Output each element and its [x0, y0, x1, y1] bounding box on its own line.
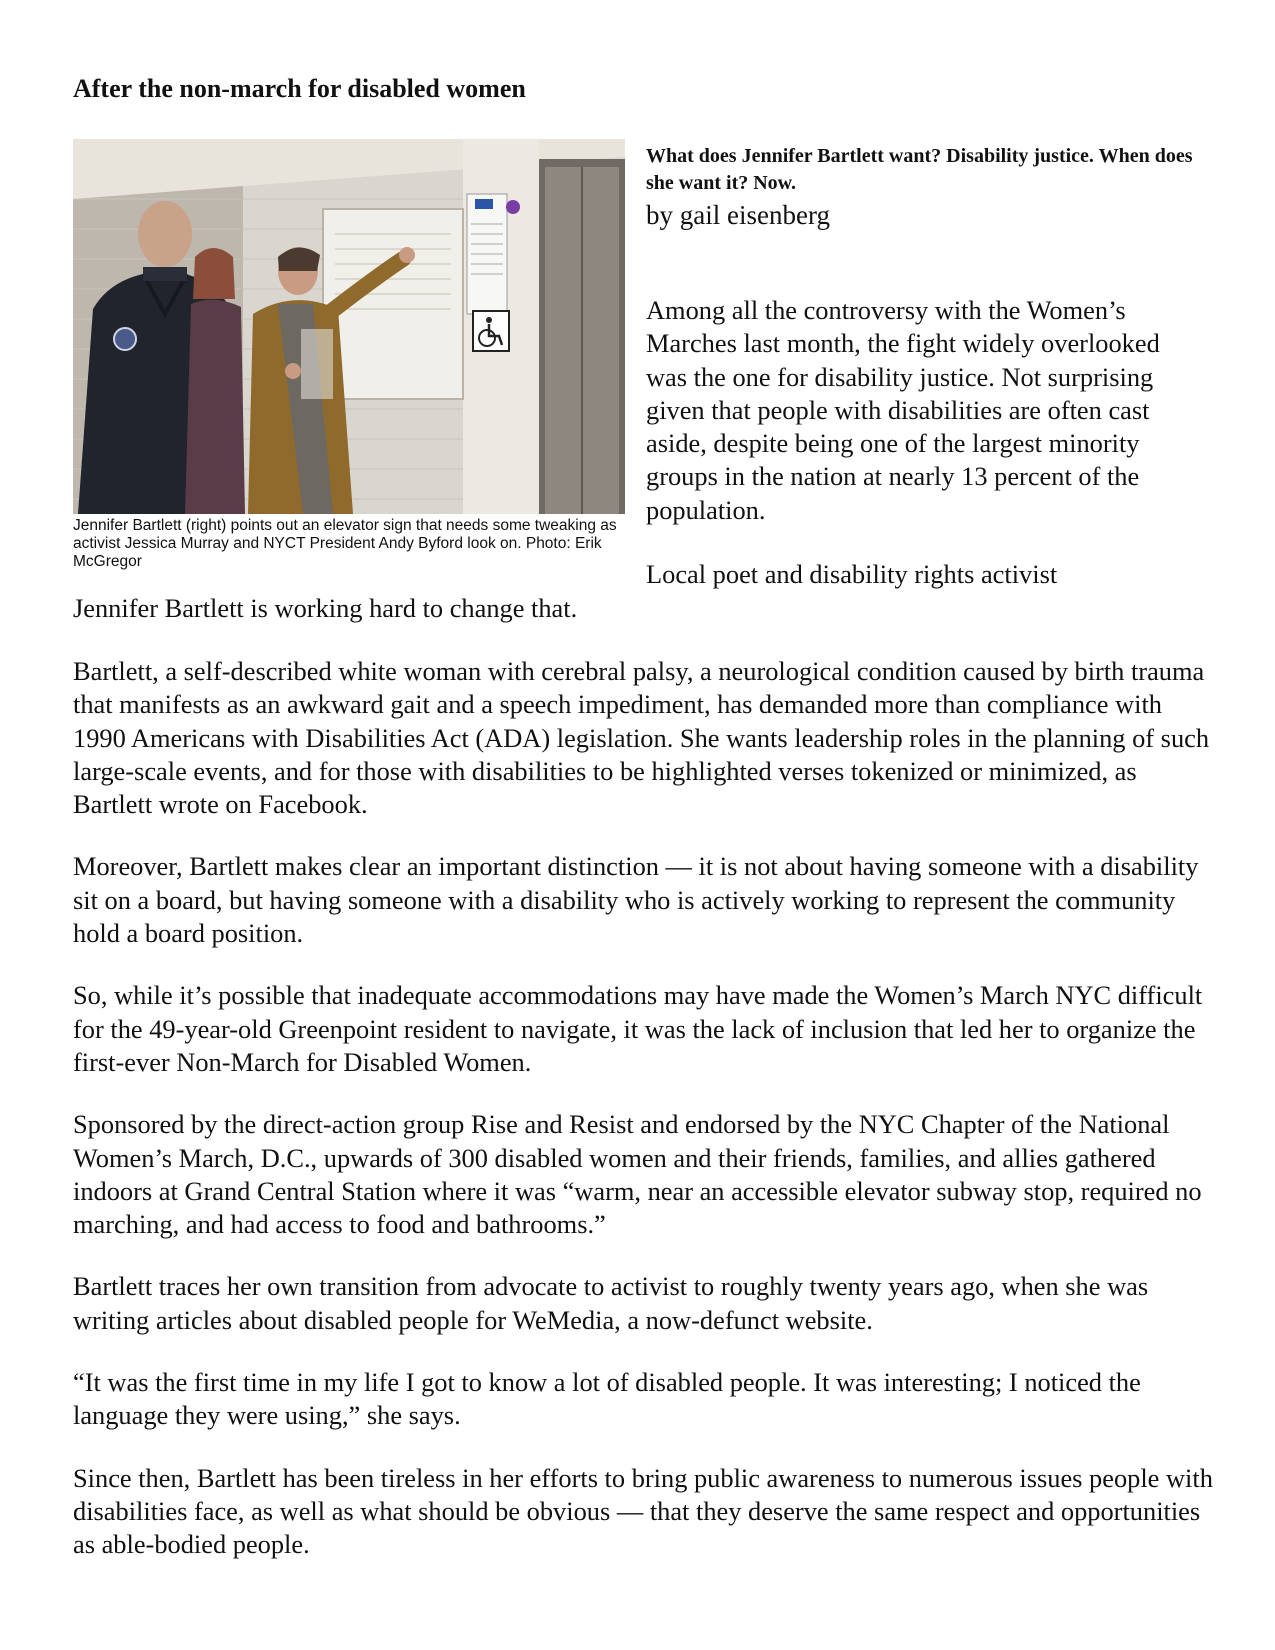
- article-photo: [73, 139, 625, 514]
- body-paragraph: Moreover, Bartlett makes clear an important distinction — it is not about having someone with a disability sit on a board, but having someone with a disability who is actively working to represent the community hold a board position.: [73, 851, 1199, 949]
- body-paragraph: So, while it’s possible that inadequate accommodations may have made the Women’s March NYC difficult for the 49-year-old Greenpoint resident to navigate, it was the lack of inclusion that led her to organize the first-ever Non-March for Disabled Women.: [73, 980, 1203, 1077]
- page-title: After the non-march for disabled women: [73, 74, 526, 103]
- body-paragraph: Since then, Bartlett has been tireless in her efforts to bring public awareness to numerous issues people with disabilities face, as well as what should be obvious — that they deserve the same respect and opportunities as able-bodied people.: [73, 1462, 1213, 1560]
- body-paragraph: Bartlett traces her own transition from advocate to activist to roughly twenty years ago, when she was writing articles about disabled people for WeMedia, a now-defunct website.: [73, 1271, 1149, 1335]
- photo-caption: Jennifer Bartlett (right) points out an elevator sign that needs some tweaking as activist Jessica Murray and NYCT President Andy Byford look on. Photo: Erik McGregor: [73, 517, 617, 570]
- body-paragraph: “It was the first time in my life I got to know a lot of disabled people. It was interesting; I noticed the language they were using,” she says.: [73, 1367, 1141, 1431]
- article-body: [73, 655, 1213, 1591]
- article-deck: What does Jennifer Bartlett want? Disability justice. When does she want it? Now.: [646, 145, 1193, 194]
- body-paragraph: Bartlett, a self-described white woman with cerebral palsy, a neurological condition caused by birth trauma that manifests as an awkward gait and a speech impediment, has demanded more than compliance with 1990 Americans with Disabilities Act (ADA) legislation. She wants leadership roles in the planning of such large-scale events, and for those with disabilities to be highlighted verses tokenized or minimized, as Bartlett wrote on Facebook.: [73, 656, 1210, 820]
- byline: by gail eisenberg: [646, 200, 830, 230]
- paragraph-lede: Among all the controversy with the Women’s Marches last month, the fight widely overlooked was the one for disability justice. Not surprising given that people with disabilities are often cast aside, despite being one of the largest minority groups in the nation at nearly 13 percent of the population.: [646, 295, 1160, 525]
- paragraph-lede-part: Local poet and disability rights activist: [646, 559, 1058, 589]
- body-paragraph: Sponsored by the direct-action group Rise and Resist and endorsed by the NYC Chapter of the National Women’s March, D.C., upwards of 300 disabled women and their friends, families, and allies gathered indoors at Grand Central Station where it was “warm, near an accessible elevator subway stop, required no marching, and had access to food and bathrooms.”: [73, 1109, 1202, 1240]
- paragraph-lede-continued: Jennifer Bartlett is working hard to change that.: [73, 593, 578, 623]
